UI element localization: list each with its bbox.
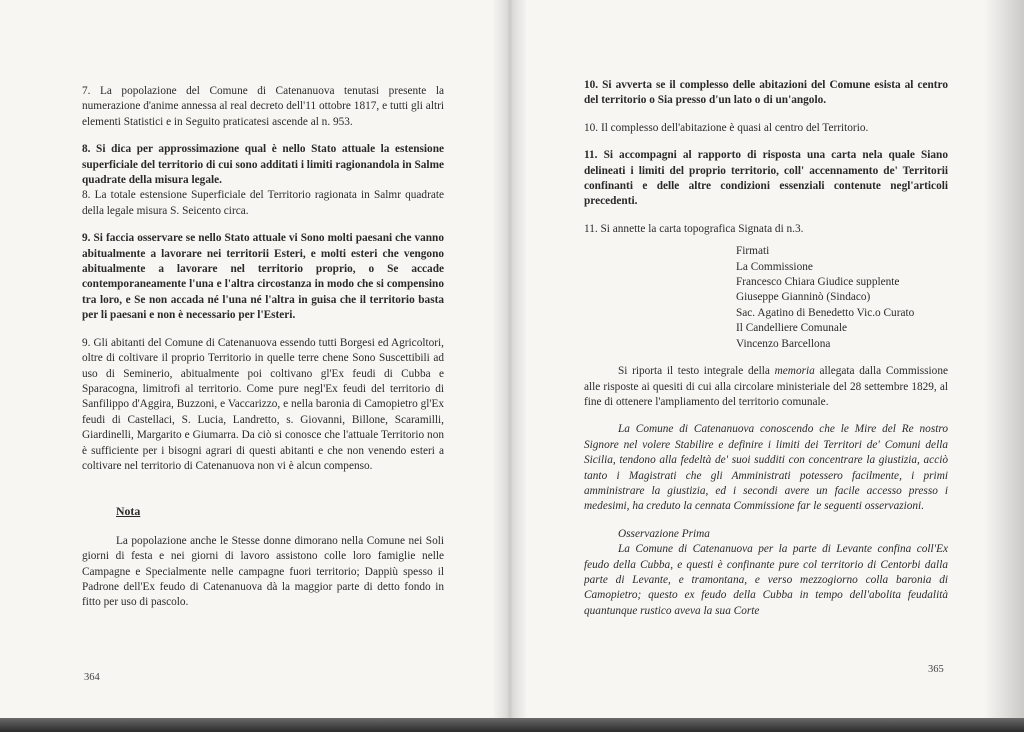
left-page [82, 0, 444, 718]
intro-memoria-word: memoria [774, 365, 815, 378]
intro-text-end: allegata dalla Commissione alle risposte ai quesiti di cui alla circolare ministeriale del 28 settembre 1829, al fine di ottenere l'ampliamento del territorio comunale. [584, 365, 948, 408]
memoria-text: La Comune di Catenanuova conoscendo che le Mire del Re nostro Signore nel volere Stabilire e definire i limiti dei Territori de' Comuni della Sicilia, tendono alla fedeltà de' suoi sudditi con concentrare la giustizia, acciò tanto i Magistrati che gli Amministrati potessero facilmente, i primi amministrare la giustizia, ed i secondi avere un facile accesso presso i medesimi, ha creduto la cennata Commissione far le seguenti osservazioni. [584, 423, 948, 513]
question-9: 9. Si faccia osservare se nello Stato attuale vi Sono molti paesani che vanno abitualmente a lavorare nei territorii Esteri, e molti esteri che vengono abitualmente a lavorare nel territorio proprio, o Se accade contemporaneamente l'una e l'altra circostanza in modo che si compensino tra loro, e Se non accada né l'una né l'altra in guisa che il territorio basta per li paesani e non è necessario per l'Esteri. [82, 232, 444, 322]
question-11: 11. Si accompagni al rapporto di risposta una carta nela quale Siano delineati i limiti del proprio territorio, coll' accennamento de' Territorii confinanti e delle altre condizioni essenziali contenute negl'articoli precedenti. [584, 149, 948, 208]
memoria-introduction [584, 364, 948, 410]
page-edge-shadow [984, 0, 1024, 732]
signature-line: Il Candelliere Comunale [736, 322, 848, 335]
signature-line: Francesco Chiara Giudice supplente [736, 276, 900, 289]
intro-text-start: Si riporta il testo integrale della [618, 365, 775, 378]
page-number-left: 364 [84, 672, 100, 683]
answer-8: 8. La totale estensione Superficiale del Territorio ragionata in Salmr quadrate della legale misura S. Seicento circa. [82, 189, 444, 217]
question-8: 8. Si dica per approssimazione qual è nello Stato attuale la estensione superficiale del territorio di cui sono additati i limiti ragionandola in Salme quadrate della misura legale. [82, 143, 444, 187]
scanner-edge [0, 718, 1024, 732]
question-10: 10. Si avverta se il complesso delle abitazioni del Comune esista al centro del territorio o Sia presso d'un lato o di un'angolo. [584, 79, 948, 107]
page-number-right: 365 [928, 664, 944, 675]
answer-10: 10. Il complesso dell'abitazione è quasi al centro del Territorio. [584, 121, 869, 134]
osservazione-heading: Osservazione Prima [618, 527, 710, 540]
nota-text: La popolazione anche le Stesse donne dimorano nella Comune nei Soli giorni di festa e nei giorni di lavoro assistono colle loro famiglie nelle Campagne e Specialmente nelle campagne fuori territorio; Dappiù spesso il Padrone dell'Ex feudo di Catenanuova dà la maggior parte di detto fondo in fitto per uso di pascolo. [82, 534, 444, 609]
signature-line: Vincenzo Barcellona [736, 337, 831, 350]
signature-line: Sac. Agatino di Benedetto Vic.o Curato [736, 306, 915, 319]
signature-block [736, 244, 948, 352]
answer-11: 11. Si annette la carta topografica Signata di n.3. [584, 222, 804, 235]
signature-line: La Commissione [736, 260, 813, 273]
osservazione-text: La Comune di Catenanuova per la parte di Levante confina coll'Ex feudo della Cubba, e questi è confinante pure col territorio di Centorbi dalla parte di Levante, e tramontana, e verso mezzogiorno colla baronia di Camopietro; questo ex feudo della Cubba in tempo dell'abolita feudalità quantunque rustico aveva la sua Corte [584, 543, 948, 617]
signature-line: Firmati [736, 245, 770, 258]
right-page [584, 0, 948, 718]
answer-7: 7. La popolazione del Comune di Catenanuova tenutasi presente la numerazione d'anime annessa al real decreto dell'11 ottobre 1817, e tutti gli altri elementi Statistici e in Seguito praticatesi ascende al n. 953. [82, 85, 444, 128]
signature-line: Giuseppe Gianninò (Sindaco) [736, 291, 871, 304]
book-gutter [492, 0, 528, 732]
nota-heading: Nota [116, 504, 141, 519]
answer-9: 9. Gli abitanti del Comune di Catenanuova essendo tutti Borgesi ed Agricoltori, oltre di coltivare il proprio Territorio in quelle terre chene Sono Suscettibili ad uso di Seminerio, abitualmente poi coltivano gl'Ex feudi di Cubba e Sparacogna, limitrofi al territorio. Come pure negl'Ex feudi del territorio di Sanfilippo d'Aggira, Buzzoni, e Vaccarizzo, e nella baronia di Camopietro gl'Ex feudi di Castellaci, S. Lucia, Landretto, s. Giovanni, Billone, Scaramilli, Giardinelli, Margarito e Giumarra. Da ciò si conosce che l'attuale Territorio non è sufficiente per i bisogni agrari di questi abitanti e che non venendo esteri a coltivare nel territorio di Catenanuova non vi è alcun compenso. [82, 336, 444, 472]
